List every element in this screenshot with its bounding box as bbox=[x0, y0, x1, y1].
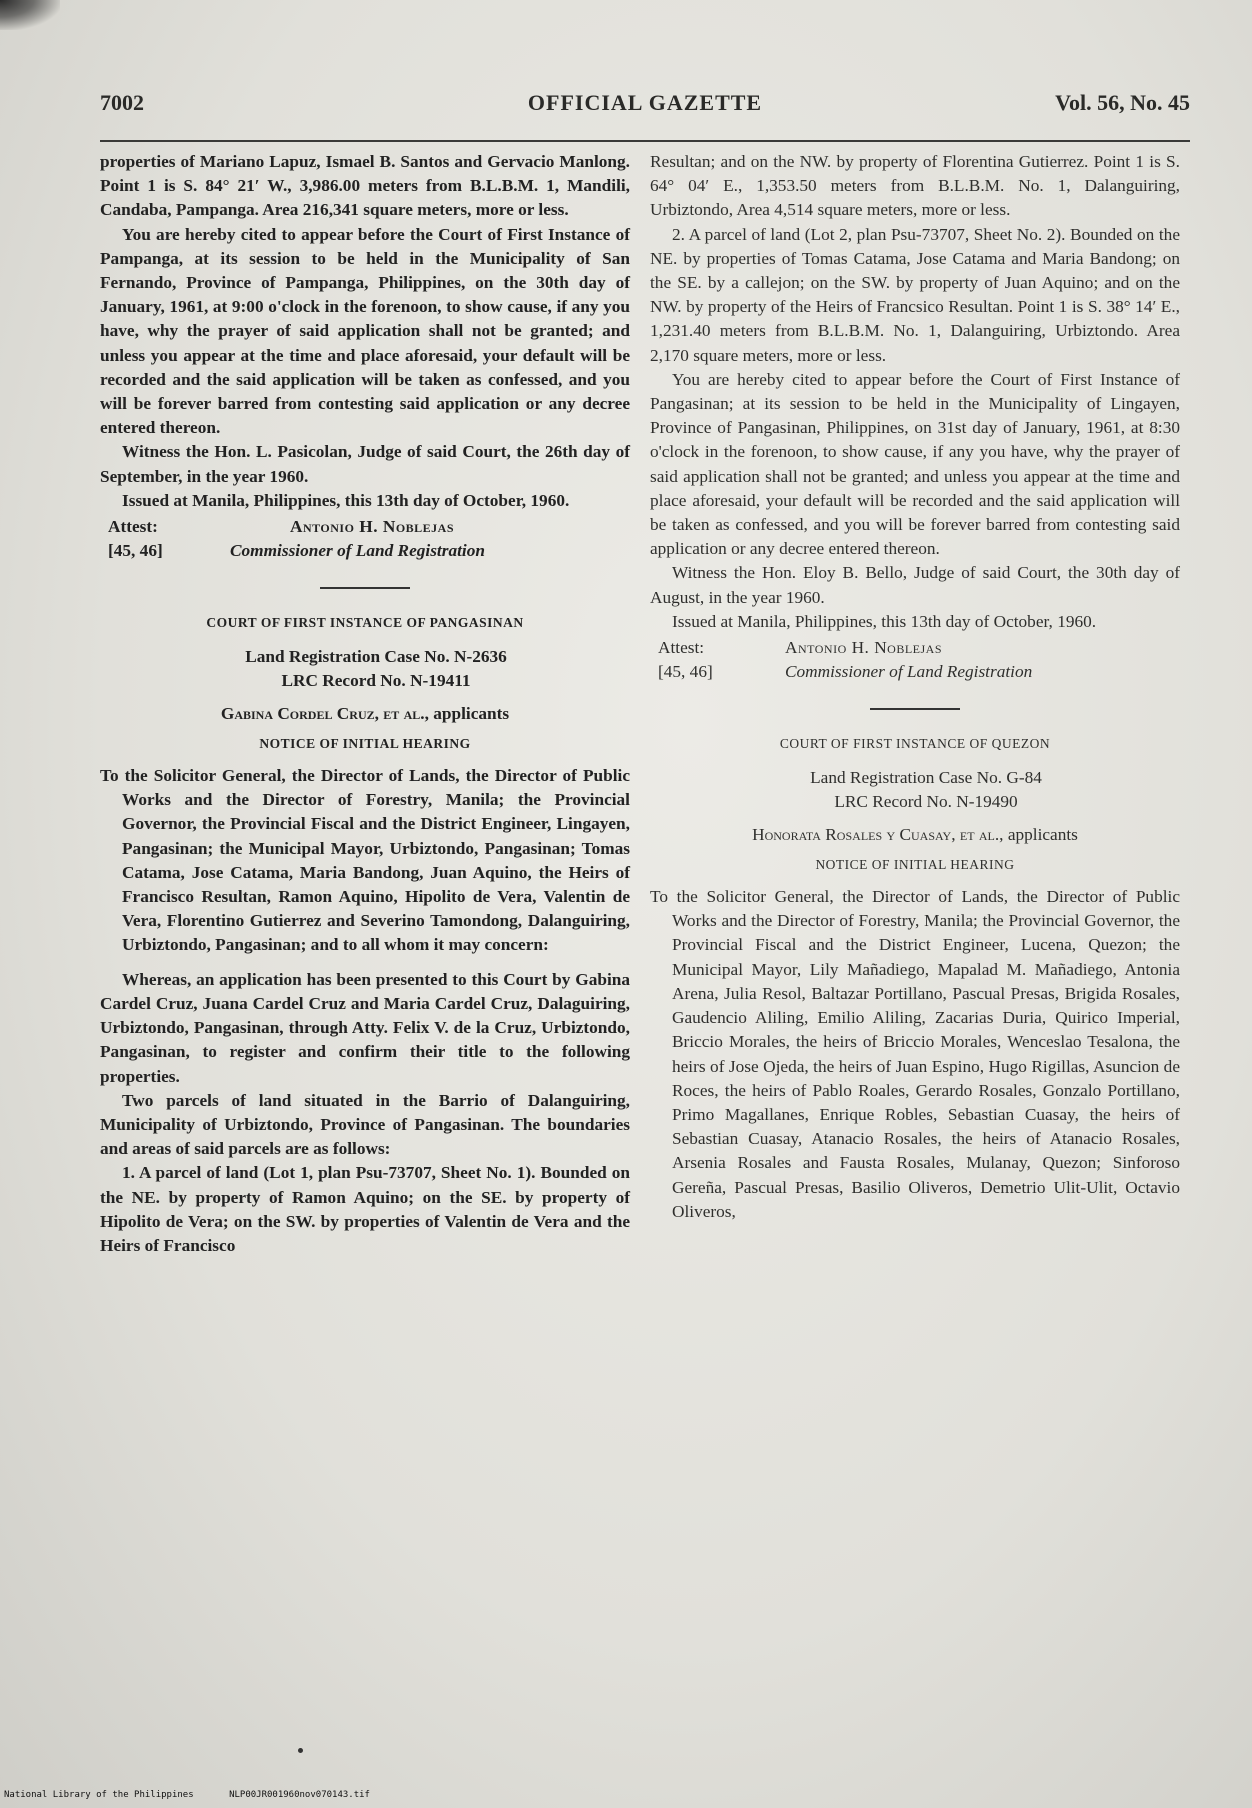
attestation bbox=[100, 515, 630, 565]
paragraph: Issued at Manila, Philippines, this 13th day of October, 1960. bbox=[672, 611, 1097, 631]
paragraph: 2. A parcel of land (Lot 2, plan Psu-73707, Sheet No. 2). Bounded on the NE. by properties of Tomas Catama, Jose Catama and Maria Bandong; on the SE. by a callejon; on the SW. by property of Juan Aquino; and on the NW. by property of the Heirs of Francsico Resultan. Point 1 is S. 38° 14′ E., 1,231.40 meters from B.L.B.M. No. 1, Dalanguiring, Urbiztondo. Area 2,170 square meters, more or less. bbox=[650, 224, 1180, 365]
applicants-suffix: applicants bbox=[1007, 824, 1078, 844]
library-name: National Library of the Philippines bbox=[4, 1790, 194, 1800]
left-column bbox=[100, 150, 630, 1258]
court-heading: COURT OF FIRST INSTANCE OF QUEZON bbox=[779, 736, 1051, 752]
applicants-line bbox=[650, 823, 1180, 847]
volume-number: Vol. 56, No. 45 bbox=[1055, 90, 1190, 115]
paragraph: Issued at Manila, Philippines, this 13th day of October, 1960. bbox=[122, 490, 570, 510]
applicants-suffix: applicants bbox=[433, 703, 510, 723]
notice-heading: NOTICE OF INITIAL HEARING bbox=[259, 735, 471, 751]
scan-speck bbox=[298, 1748, 303, 1753]
attest-ref: [45, 46] bbox=[108, 541, 163, 561]
paragraph: Resultan; and on the NW. by property of Florentina Gutierrez. Point 1 is S. 64° 04′ E., 1,353.50 meters from B.L.B.M. No. 1, Dalanguiring, Urbiztondo, Area 4,514 square meters, more or less. bbox=[650, 152, 1180, 220]
section-divider bbox=[320, 587, 410, 589]
court-heading: COURT OF FIRST INSTANCE OF PANGASINAN bbox=[206, 615, 524, 631]
paragraph: You are hereby cited to appear before the Court of First Instance of Pangasinan; at its session to be held in the Municipality of Lingayen, Province of Pangasinan, Philippines, on 31st day of January, 1961, at 8:30 o'clock in the forenoon, to show cause, if any you have, why the prayer of said application shall not be granted; and unless you appear at the time and place aforesaid, your default will be recorded and the said application will be taken as confessed, and you will be forever barred from contesting said application or any decree entered thereon. bbox=[650, 369, 1180, 559]
paragraph: Witness the Hon. L. Pasicolan, Judge of said Court, the 26th day of September, in the year 1960. bbox=[100, 442, 630, 486]
section-divider bbox=[870, 708, 960, 710]
scan-footer bbox=[4, 1790, 400, 1800]
paragraph: properties of Mariano Lapuz, Ismael B. Santos and Gervacio Manlong. Point 1 is S. 84° 21′ W., 3,986.00 meters from B.L.B.M. 1, Mandili, Candaba, Pampanga. Area 216,341 square meters, more or less. bbox=[100, 152, 630, 220]
applicants-name: Honorata Rosales y Cuasay, et al., bbox=[752, 824, 1004, 844]
page-header bbox=[100, 90, 1190, 130]
paragraph: 1. A parcel of land (Lot 1, plan Psu-73707, Sheet No. 1). Bounded on the NE. by property of Ramon Aquino; on the SE. by property of Hipolito de Vera; on the SW. by properties of Valentin de Vera and the Heirs of Francisco bbox=[100, 1163, 630, 1255]
case-number: Land Registration Case No. G-84 bbox=[810, 768, 1042, 788]
paragraph: Two parcels of land situated in the Barrio of Dalanguiring, Municipality of Urbiztondo, Province of Pangasinan. The boundaries and areas of said parcels are as follows: bbox=[100, 1090, 630, 1159]
addressees: To the Solicitor General, the Director of Lands, the Director of Public Works and the Director of Forestry, Manila; the Provincial Governor, the Provincial Fiscal and the District Engineer, Lucena, Quezon; the Municipal Mayor, Lily Mañadiego, Mapalad M. Mañadiego, Antonia Arena, Julia Resol, Baltazar Portillano, Pascual Presas, Brigida Rosales, Gaudencio Aliling, Emilio Aliling, Zacarias Duria, Quirico Imperial, Briccio Morales, the heirs of Briccio Morales, Wenceslao Tesalona, the heirs of Jose Ojeda, the heirs of Juan Espino, Hugo Rigillas, Asuncion de Roces, the heirs of Pablo Roales, Gerardo Rosales, Gonzalo Portillano, Primo Magallanes, Enrique Robles, Sebastian Cuasay, the heirs of Sebastian Cuasay, Atanacio Rosales, the heirs of Atanacio Rosales, Arsenia Rosales and Fausta Rosales, Mulanay, Quezon; Sinforoso Gereña, Pascual Presas, Basilio Oliveros, Demetrio Ulit-Ulit, Octavio Oliveros, bbox=[650, 887, 1180, 1221]
attest-label: Attest: bbox=[108, 517, 158, 537]
paragraph: Whereas, an application has been presented to this Court by Gabina Cardel Cruz, Juana Cardel Cruz and Maria Cardel Cruz, Dalaguiring, Urbiztondo, Pangasinan, through Atty. Felix V. de la Cruz, Urbiztondo, Pangasinan, to register and confirm their title to the following properties. bbox=[100, 969, 630, 1086]
right-column bbox=[650, 150, 1180, 1234]
attest-name: Antonio H. Noblejas bbox=[785, 638, 943, 658]
attestation bbox=[650, 636, 1180, 686]
attest-title: Commissioner of Land Registration bbox=[785, 662, 1033, 682]
publication-title: OFFICIAL GAZETTE bbox=[527, 90, 763, 115]
attest-ref: [45, 46] bbox=[658, 662, 713, 682]
paragraph: Witness the Hon. Eloy B. Bello, Judge of said Court, the 30th day of August, in the year 1960. bbox=[650, 563, 1180, 607]
attest-title: Commissioner of Land Registration bbox=[230, 541, 485, 561]
scan-filename: NLP00JR001960nov070143.tif bbox=[229, 1790, 370, 1800]
notice-heading: NOTICE OF INITIAL HEARING bbox=[815, 856, 1015, 872]
attest-label: Attest: bbox=[658, 638, 705, 658]
page-number: 7002 bbox=[100, 90, 144, 115]
applicants-name: Gabina Cordel Cruz, et al., bbox=[220, 703, 429, 723]
lrc-record: LRC Record No. N-19490 bbox=[834, 792, 1018, 812]
lrc-record: LRC Record No. N-19411 bbox=[281, 671, 471, 691]
addressees: To the Solicitor General, the Director of Lands, the Director of Public Works and the Director of Forestry, Manila; the Provincial Governor, the Provincial Fiscal and the District Engineer, Lingayen, Pangasinan; the Municipal Mayor, Urbiztondo, Pangasinan; Tomas Catama, Jose Catama, Maria Bandong, Juan Aquino, the Heirs of Francisco Resultan, Ramon Aquino, Hipolito de Vera, Valentin de Vera, Florentino Gutierrez and Severino Tamondong, Dalanguiring, Urbiztondo, Pangasinan; and to all whom it may concern: bbox=[100, 766, 630, 955]
paragraph: You are hereby cited to appear before the Court of First Instance of Pampanga, at its session to be held in the Municipality of San Fernando, Province of Pampanga, Philippines, on the 30th day of January, 1961, at 9:00 o'clock in the forenoon, to show cause, if any you have, why the prayer of said application shall not be granted; and unless you appear at the time and place aforesaid, your default will be recorded and the said application will be taken as confessed, and you will be forever barred from contesting said application or any decree entered thereon. bbox=[100, 224, 630, 438]
scan-corner-shadow bbox=[0, 0, 60, 30]
header-rule bbox=[100, 140, 1190, 142]
case-number: Land Registration Case No. N-2636 bbox=[245, 647, 507, 667]
attest-name: Antonio H. Noblejas bbox=[290, 517, 455, 537]
applicants-line bbox=[100, 702, 630, 726]
